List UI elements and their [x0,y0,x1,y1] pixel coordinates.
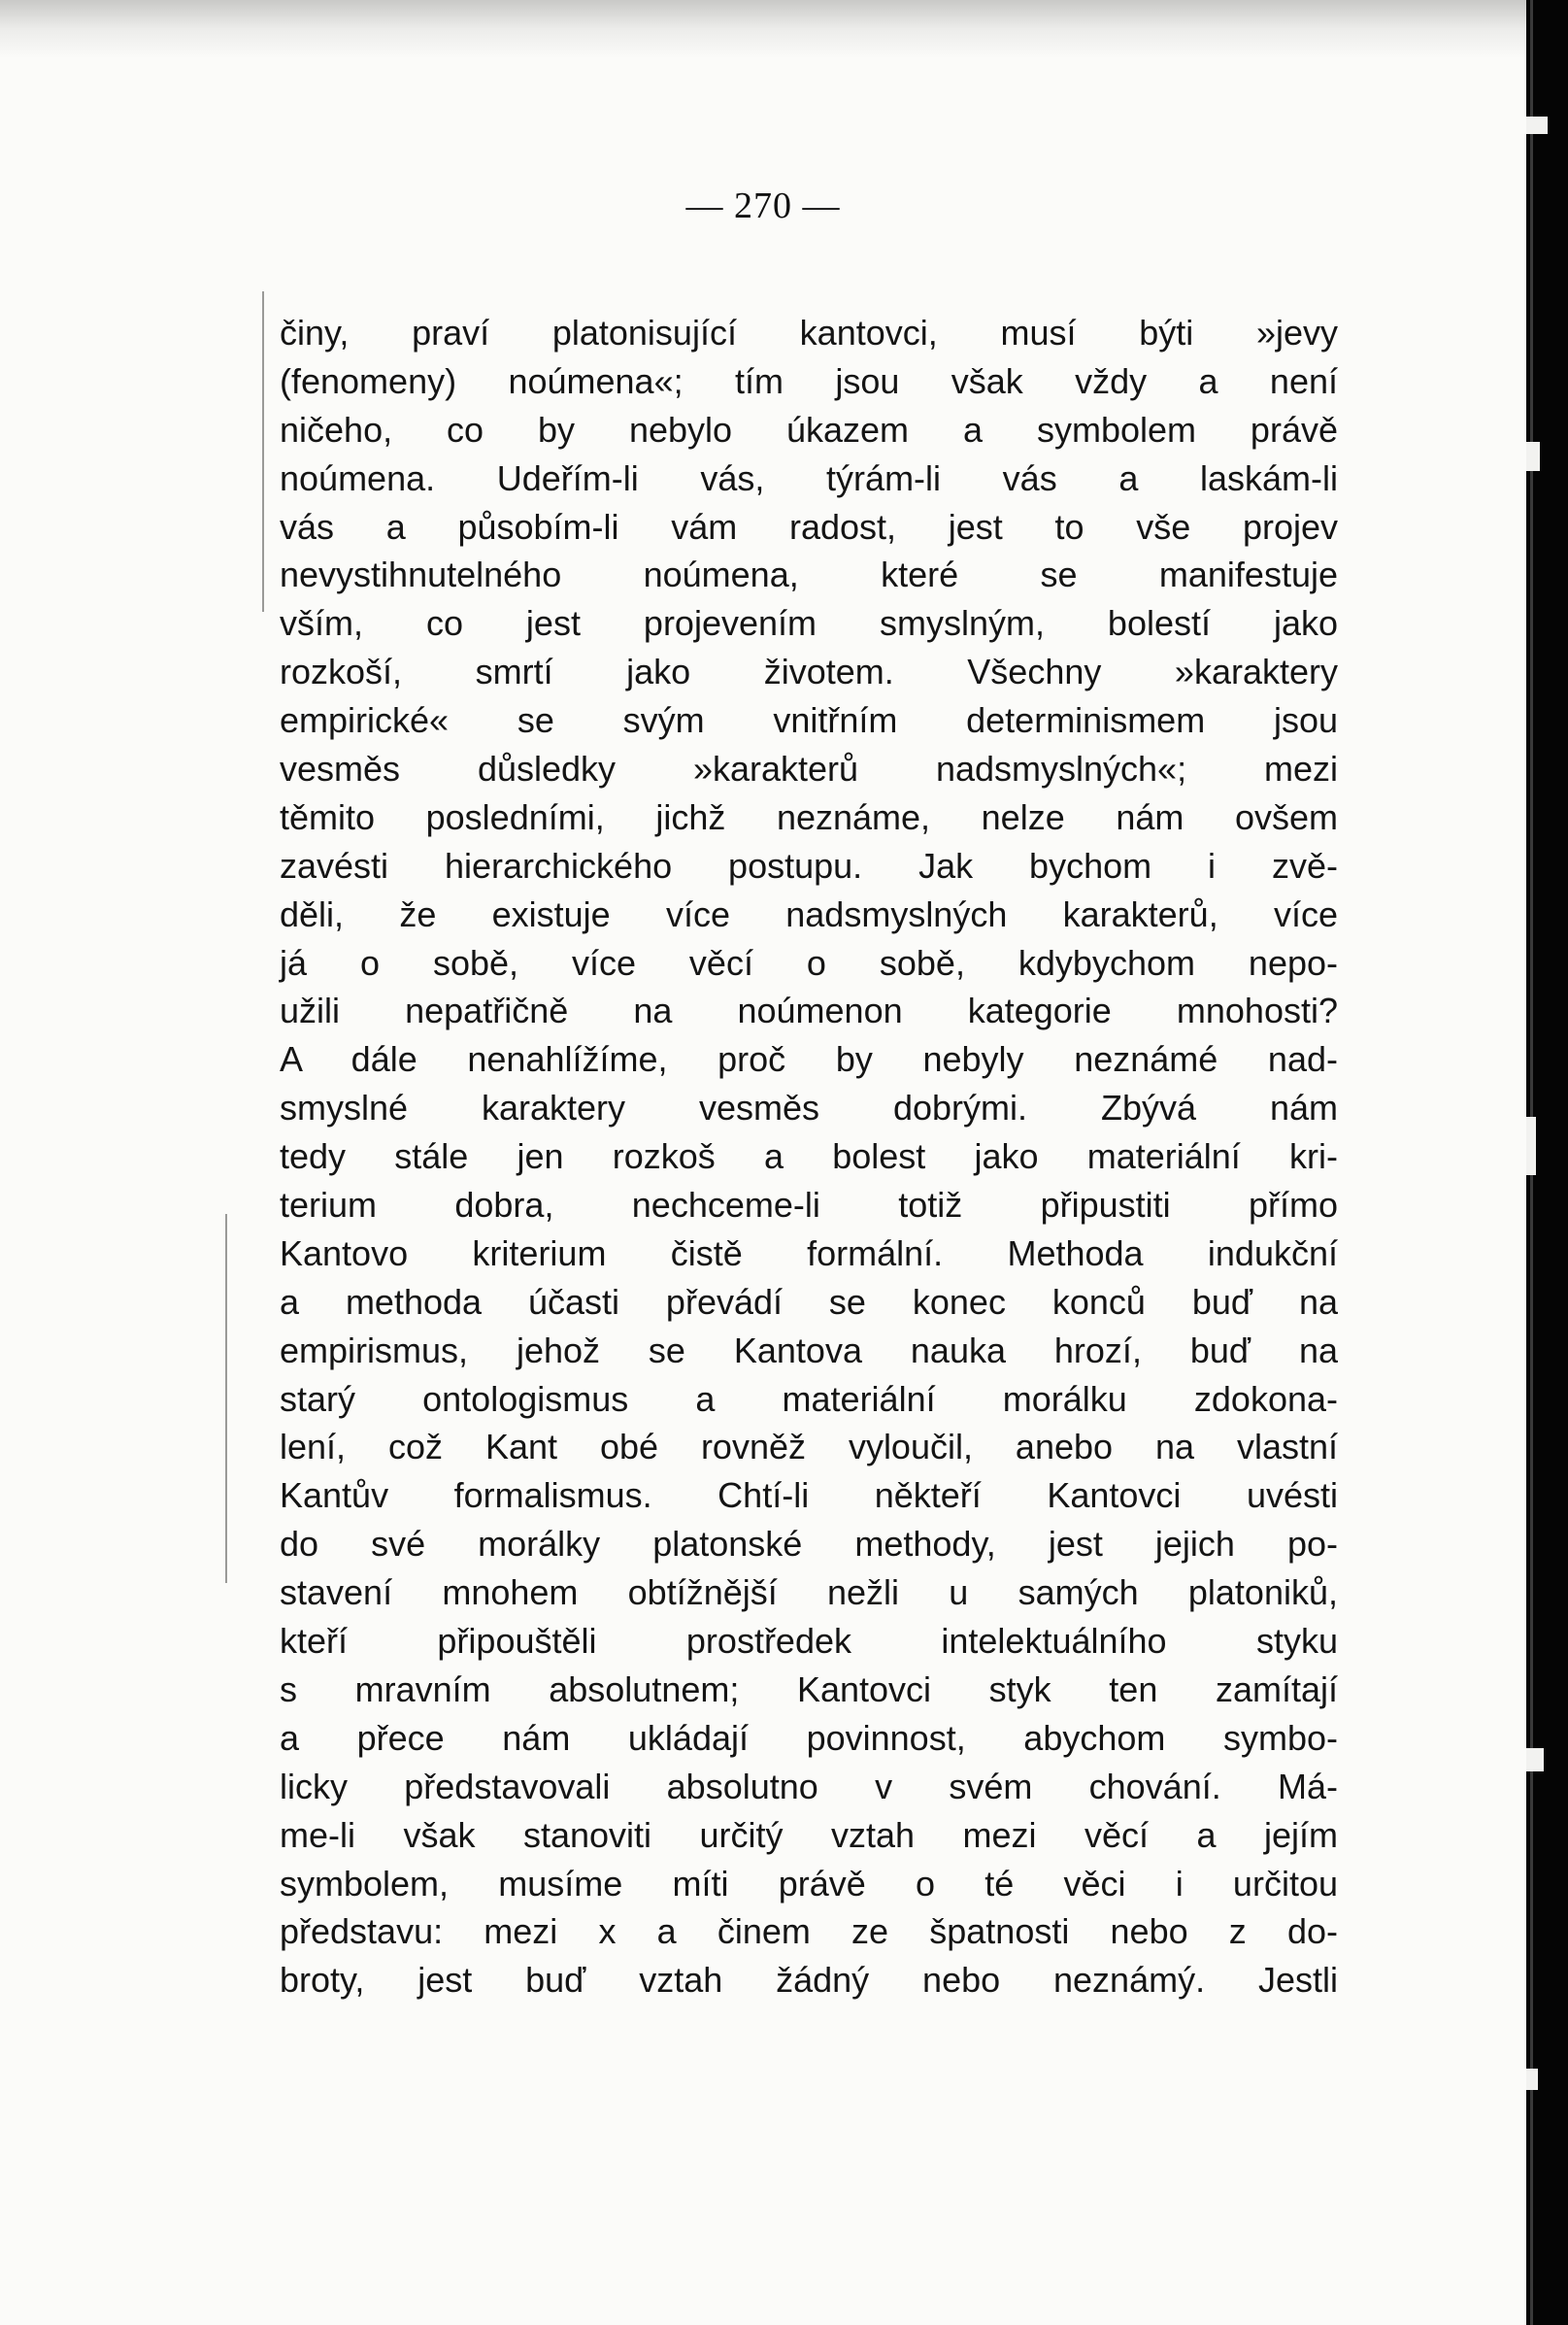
text-line: vším, co jest projevením smyslným, bolestí jako [280,603,1338,644]
text-line: me-li však stanoviti určitý vztah mezi věcí a jejím [280,1814,1338,1855]
text-line: představu: mezi x a činem ze špatnosti nebo z do- [280,1911,1338,1952]
text-line: rozkoší, smrtí jako životem. Všechny »karaktery [280,652,1338,692]
text-line: nevystihnutelného noúmena, které se manifestuje [280,555,1338,595]
text-line: vesměs důsledky »karakterů nadsmyslných«; mezi [280,749,1338,790]
text-line: zavésti hierarchického postupu. Jak bychom i zvě- [280,845,1338,886]
text-line: užili nepatřičně na noúmenon kategorie mnohosti? [280,991,1338,1031]
text-line: vás a působím-li vám radost, jest to vše projev [280,506,1338,547]
text-line: symbolem, musíme míti právě o té věci i určitou [280,1863,1338,1904]
page-number: — 270 — [685,185,841,226]
edge-fragment [1526,442,1540,471]
page-edge-dark-strip [1526,0,1568,2325]
text-line: licky představovali absolutno v svém chování. Má- [280,1766,1338,1806]
text-line: noúmena. Udeřím-li vás, týrám-li vás a laskám-li [280,457,1338,498]
text-line: do své morálky platonské methody, jest jejich po- [280,1524,1338,1565]
text-line: činy, praví platonisující kantovci, musí býti »jevy [280,313,1338,353]
text-line: A dále nenahlížíme, proč by nebyly neznámé nad- [280,1039,1338,1080]
text-line: těmito posledními, jichž neznáme, nelze nám ovšem [280,796,1338,837]
text-line: já o sobě, více věcí o sobě, kdybychom nepo- [280,942,1338,983]
text-line: tedy stále jen rozkoš a bolest jako materiální kri- [280,1136,1338,1177]
text-line: a methoda účasti převádí se konec konců buď na [280,1281,1338,1322]
edge-fragment [1526,1117,1536,1175]
margin-pencil-mark-upper [262,291,264,612]
edge-fragment [1526,1748,1544,1771]
text-line: empirické« se svým vnitřním determinismem jsou [280,700,1338,741]
text-line: s mravním absolutnem; Kantovci styk ten zamítají [280,1668,1338,1709]
text-line: děli, že existuje více nadsmyslných karakterů, více [280,893,1338,934]
text-line: smyslné karaktery vesměs dobrými. Zbývá nám [280,1088,1338,1129]
text-line: lení, což Kant obé rovněž vyloučil, anebo na vlastní [280,1427,1338,1467]
page-top-shadow [0,0,1526,58]
text-line: Kantovo kriterium čistě formální. Methoda indukční [280,1232,1338,1273]
edge-fragment [1526,117,1548,134]
margin-pencil-mark-lower [225,1214,227,1583]
text-line: (fenomeny) noúmena«; tím jsou však vždy a není [280,360,1338,401]
text-line: ničeho, co by nebylo úkazem a symbolem právě [280,409,1338,450]
text-line: Kantův formalismus. Chtí-li někteří Kantovci uvésti [280,1475,1338,1516]
text-line: broty, jest buď vztah žádný nebo neznámý. Jestli [280,1960,1338,2001]
edge-fragment [1526,2069,1538,2090]
text-line: empirismus, jehož se Kantova nauka hrozí, buď na [280,1330,1338,1370]
text-line: kteří připouštěli prostředek intelektuálního styku [280,1621,1338,1662]
text-line: terium dobra, nechceme-li totiž připustiti přímo [280,1185,1338,1226]
body-text [280,309,1338,2005]
text-line: stavení mnohem obtížnější nežli u samých platoniků, [280,1572,1338,1613]
text-line: a přece nám ukládají povinnost, abychom symbo- [280,1717,1338,1758]
text-line: starý ontologismus a materiální morálku zdokona- [280,1378,1338,1419]
